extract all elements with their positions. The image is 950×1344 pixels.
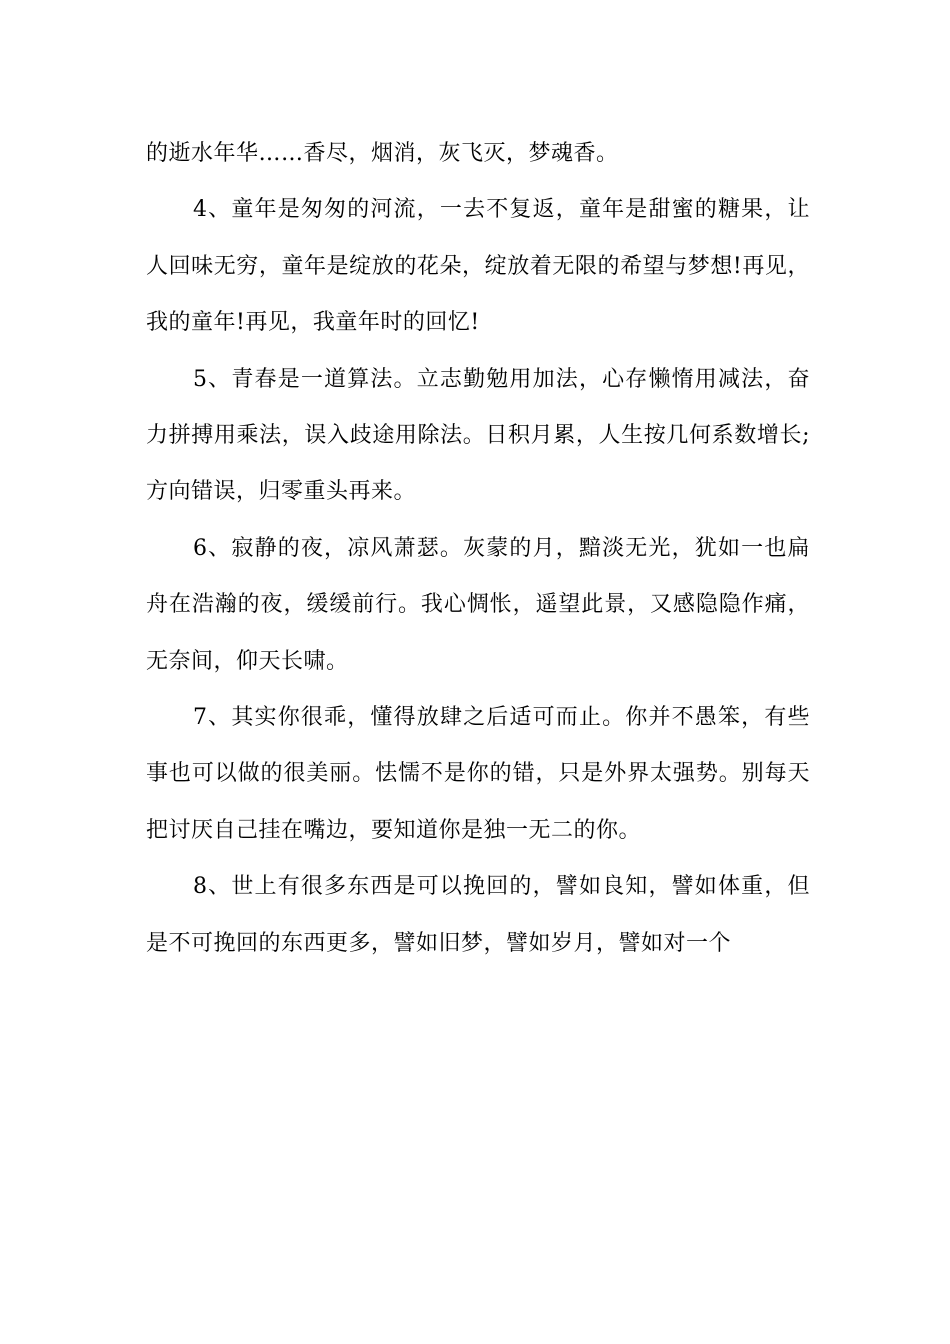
- paragraph-item-5: 5、青春是一道算法。立志勤勉用加法，心存懒惰用减法，奋力拼搏用乘法，误入歧途用除法。日积月累，人生按几何系数增长;方向错误，归零重头再来。: [146, 366, 810, 505]
- paragraph-item-8: 8、世上有很多东西是可以挽回的，譬如良知，譬如体重，但是不可挽回的东西更多，譬如旧梦，譬如岁月，譬如对一个: [146, 874, 810, 956]
- paragraph-item-7: 7、其实你很乖，懂得放肆之后适可而止。你并不愚笨，有些事也可以做的很美丽。怯懦不是你的错，只是外界太强势。别每天把讨厌自己挂在嘴边，要知道你是独一无二的你。: [146, 705, 810, 843]
- paragraph-item-6: 6、寂静的夜，凉风萧瑟。灰蒙的月，黯淡无光，犹如一也扁舟在浩瀚的夜，缓缓前行。我心惆怅，遥望此景，又感隐隐作痛，无奈间，仰天长啸。: [146, 535, 810, 674]
- paragraph-item-4: 4、童年是匆匆的河流，一去不复返，童年是甜蜜的糖果，让人回味无穷，童年是绽放的花朵，绽放着无限的希望与梦想!再见，我的童年!再见，我童年时的回忆!: [146, 197, 810, 336]
- body-text: [146, 126, 810, 972]
- paragraph-continuation: 的逝水年华……香尽，烟消，灰飞灭，梦魂香。: [146, 141, 619, 166]
